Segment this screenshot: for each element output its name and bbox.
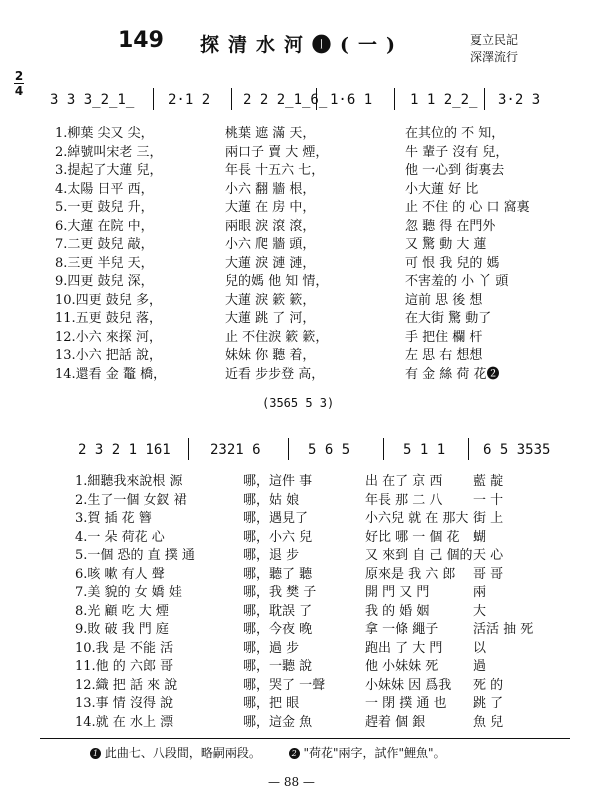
verse-phrase: 哪，遇見了 xyxy=(243,511,309,526)
verse-phrase: 哪，把 眼 xyxy=(243,696,300,711)
verse-phrase: 大 xyxy=(473,603,487,619)
verse-phrase: 哪，今夜 晚 xyxy=(243,622,313,637)
verse-phrase: 出 在了 京 西 xyxy=(365,474,443,489)
recorder-info xyxy=(470,32,518,66)
verse-phrase: 有 金 絲 荷 花❷ xyxy=(405,366,500,382)
verse-phrase: 小大蓮 好 比 xyxy=(405,181,479,197)
measure-7: 2 3 2 1 161 xyxy=(78,442,171,458)
measure-11: 6 5 3535 xyxy=(483,442,551,458)
verse-row xyxy=(75,600,575,619)
verse-row xyxy=(75,526,575,545)
verse-row xyxy=(55,159,575,178)
verse-phrase: 6.咳 嗽 有人 聲 xyxy=(75,566,165,582)
page-number: — 88 — xyxy=(268,775,315,789)
verse-phrase: 跳 了 xyxy=(473,696,504,711)
verse-phrase: 哪，我 樊 子 xyxy=(243,585,317,600)
verse-row xyxy=(55,233,575,252)
verse-phrase: 跑出 了 大 門 xyxy=(365,640,443,656)
verse-row xyxy=(75,711,575,730)
verse-row xyxy=(55,196,575,215)
verse-phrase: 7.二更 鼓兒 敲， xyxy=(55,237,154,252)
verse-phrase: 我 的 婚 姻 xyxy=(365,603,430,619)
verse-phrase: 4.一 朵 荷花 心 xyxy=(75,529,165,545)
verse-phrase: 小六 爬 牆 頭， xyxy=(225,237,316,252)
measure-4: 1·6 1 xyxy=(330,92,373,108)
verse-phrase: 在其位的 不 知， xyxy=(405,126,505,141)
verse-phrase: 好比 哪 一 個 花 xyxy=(365,529,460,545)
verse-phrase: 妹妹 你 聽 着， xyxy=(225,348,316,363)
verse-row xyxy=(75,563,575,582)
verse-phrase: 不害羞的 小 丫 頭 xyxy=(405,274,509,289)
verse-phrase: 1.柳葉 尖又 尖， xyxy=(55,126,154,141)
verse-phrase: 4.太陽 日平 西， xyxy=(55,181,154,197)
verse-phrase: 小六 翻 牆 根， xyxy=(225,181,316,197)
verse-phrase: 14.還看 金 鼇 橋， xyxy=(55,366,167,382)
verse-phrase: 8.三更 半兒 天， xyxy=(55,255,154,271)
verse-phrase: 原來是 我 六 郎 xyxy=(365,566,456,582)
verse-phrase: 哪，哭了 一聲 xyxy=(243,677,326,693)
verse-phrase: 年長 十五六 七， xyxy=(225,163,325,178)
verse-row xyxy=(75,507,575,526)
footnote-2 xyxy=(289,746,446,760)
time-signature xyxy=(14,70,24,97)
verse-phrase: 11.五更 鼓兒 落， xyxy=(55,311,162,326)
verse-phrase: 兩 xyxy=(473,585,487,600)
verse-row xyxy=(55,122,575,141)
time-signature-bottom: 4 xyxy=(14,84,24,98)
verse-phrase: 藍 靛 xyxy=(473,474,504,489)
verse-phrase: 蝴 xyxy=(473,529,487,545)
verse-phrase: 2.生了一個 女釵 裙 xyxy=(75,492,187,508)
verse-phrase: 止 不住 的 心 口 窩裏 xyxy=(405,200,530,215)
verse-row xyxy=(55,215,575,234)
verse-phrase: 一 閉 撲 通 也 xyxy=(365,696,447,711)
verse-phrase: 哪，這金 魚 xyxy=(243,714,313,730)
verse-phrase: 1.細聽我來說根 源 xyxy=(75,474,183,489)
verse-phrase: 哥 哥 xyxy=(473,566,504,582)
verse-row xyxy=(55,270,575,289)
measure-8: 2321 6 xyxy=(210,442,261,458)
verses-part-2 xyxy=(75,470,575,729)
verse-phrase: 哪，耽誤 了 xyxy=(243,603,313,619)
verse-row xyxy=(55,252,575,271)
verse-phrase: 牛 輩子 沒有 兒， xyxy=(405,144,509,160)
footnote-2-marker: 2 xyxy=(289,748,300,759)
verse-phrase: 忽 聽 得 在門外 xyxy=(405,218,496,234)
verse-phrase: 以 xyxy=(473,640,487,656)
verse-phrase: 哪，退 步 xyxy=(243,548,300,563)
verse-phrase: 兒的媽 他 知 情， xyxy=(225,274,329,289)
verse-phrase: 14.就 在 水上 漂 xyxy=(75,714,174,730)
verse-phrase: 12.織 把 話 來 說 xyxy=(75,677,178,693)
verse-phrase: 9.四更 鼓兒 深， xyxy=(55,274,154,289)
interlude: (3565 5 3) xyxy=(262,396,335,410)
verse-row xyxy=(75,674,575,693)
verse-phrase: 7.美 貌的 女 嬌 娃 xyxy=(75,585,182,600)
verse-phrase: 6.大蓮 在院 中， xyxy=(55,218,154,234)
verse-row xyxy=(55,344,575,363)
verse-row xyxy=(55,289,575,308)
verse-phrase: 大蓮 跳 了 河， xyxy=(225,311,316,326)
verse-phrase: 這前 思 後 想 xyxy=(405,292,483,308)
verse-phrase: 兩眼 淚 滾 滾， xyxy=(225,218,316,234)
verse-row xyxy=(75,470,575,489)
verses-part-1 xyxy=(55,122,575,381)
verse-phrase: 他 一心到 街裏去 xyxy=(405,163,505,178)
verse-phrase: 止 不住淚 簌 簌， xyxy=(225,329,329,345)
measure-1: 3 3 3̲2̲1̲ xyxy=(50,92,135,108)
verse-row xyxy=(75,637,575,656)
verse-phrase: 哪，這件 事 xyxy=(243,474,313,489)
verse-phrase: 左 思 右 想想 xyxy=(405,348,483,363)
divider xyxy=(40,738,570,739)
verse-phrase: 12.小六 來探 河， xyxy=(55,329,162,345)
verse-phrase: 13.小六 把話 說， xyxy=(55,348,162,363)
verse-phrase: 趕着 個 銀 xyxy=(365,714,426,730)
verse-phrase: 手 把住 欄 杆 xyxy=(405,329,483,345)
verse-phrase: 天 心 xyxy=(473,548,504,563)
verse-phrase: 10.四更 鼓兒 多， xyxy=(55,292,162,308)
verse-phrase: 一 十 xyxy=(473,492,504,508)
verse-phrase: 近看 步步登 高， xyxy=(225,366,325,382)
verse-phrase: 3.提起了大蓮 兒， xyxy=(55,163,163,178)
verse-phrase: 在大街 驚 動了 xyxy=(405,311,492,326)
verse-phrase: 大蓮 淚 簌 簌， xyxy=(225,292,316,308)
verse-phrase: 哪，姑 娘 xyxy=(243,492,300,508)
verse-phrase: 10.我 是 不能 活 xyxy=(75,640,174,656)
verse-phrase: 死 的 xyxy=(473,677,504,693)
footnotes xyxy=(90,744,470,761)
verse-row xyxy=(75,692,575,711)
verse-phrase: 13.事 情 沒得 說 xyxy=(75,696,174,711)
verse-row xyxy=(55,326,575,345)
verse-phrase: 9.敗 破 我 門 庭 xyxy=(75,622,169,637)
notation-line-2 xyxy=(38,438,568,464)
verse-phrase: 可 恨 我 兒的 媽 xyxy=(405,255,500,271)
verse-phrase: 開 門 又 門 xyxy=(365,585,430,600)
verse-row xyxy=(75,489,575,508)
footnote-1-text: 此曲七、八段間，略嗣兩段。 xyxy=(104,746,261,760)
verse-phrase: 11.他 的 六郎 哥 xyxy=(75,659,174,674)
verse-phrase: 大蓮 淚 漣 漣， xyxy=(225,255,316,271)
footnote-2-text: "荷花"兩字，試作"鯉魚"。 xyxy=(303,746,446,760)
verse-row xyxy=(55,307,575,326)
footnote-1 xyxy=(90,746,261,760)
measure-3: 2 2 2̲1̲6̲ xyxy=(243,92,328,108)
song-title: 探清水河❶(一) xyxy=(200,34,404,56)
verse-phrase: 魚 兒 xyxy=(473,714,504,730)
verse-phrase: 哪，一聽 說 xyxy=(243,659,313,674)
verse-phrase: 小六兒 就 在 那大 xyxy=(365,511,469,526)
verse-phrase: 年長 那 二 八 xyxy=(365,492,443,508)
verse-phrase: 過 xyxy=(473,659,487,674)
verse-phrase: 拿 一條 繩子 xyxy=(365,622,439,637)
measure-9: 5 6 5 xyxy=(308,442,351,458)
verse-phrase: 桃葉 遮 滿 天， xyxy=(225,126,316,141)
measure-10: 5 1 1 xyxy=(403,442,446,458)
verse-row xyxy=(75,655,575,674)
verse-phrase: 活活 抽 死 xyxy=(473,622,534,637)
measure-2: 2·1 2 xyxy=(168,92,211,108)
verse-phrase: 5.一更 鼓兒 升， xyxy=(55,200,154,215)
measure-6: 3·2 3 xyxy=(498,92,541,108)
verse-phrase: 又 來到 自 己 個的 xyxy=(365,548,473,563)
verse-phrase: 兩口子 賣 大 煙， xyxy=(225,144,329,160)
verse-phrase: 街 上 xyxy=(473,511,504,526)
footnote-1-marker: 1 xyxy=(90,748,101,759)
verse-row xyxy=(75,618,575,637)
verse-phrase: 3.賀 插 花 簪 xyxy=(75,511,152,526)
verse-phrase: 5.一個 恐的 直 撲 通 xyxy=(75,548,195,563)
recorder-line-1: 夏立民記 xyxy=(470,33,519,47)
verse-phrase: 哪，過 步 xyxy=(243,640,300,656)
verse-row xyxy=(55,363,575,382)
verse-row xyxy=(75,544,575,563)
verse-phrase: 大蓮 在 房 中， xyxy=(225,200,316,215)
measure-5: 1 1 2̲2̲ xyxy=(410,92,478,108)
recorder-line-2: 深澤流行 xyxy=(470,50,519,64)
verse-phrase: 8.光 顧 吃 大 煙 xyxy=(75,603,169,619)
verse-row xyxy=(55,178,575,197)
notation-line-1 xyxy=(38,88,568,114)
verse-phrase: 小妹妹 因 爲我 xyxy=(365,677,452,693)
verse-phrase: 又 驚 動 大 蓮 xyxy=(405,237,487,252)
verse-phrase: 他 小妹妹 死 xyxy=(365,659,439,674)
song-number: 149 xyxy=(118,28,164,53)
verse-phrase: 2.綽號叫宋老 三， xyxy=(55,144,163,160)
verse-phrase: 哪，小六 兒 xyxy=(243,529,313,545)
verse-row xyxy=(55,141,575,160)
verse-row xyxy=(75,581,575,600)
time-signature-top: 2 xyxy=(14,69,24,83)
verse-phrase: 哪，聽了 聽 xyxy=(243,566,313,582)
